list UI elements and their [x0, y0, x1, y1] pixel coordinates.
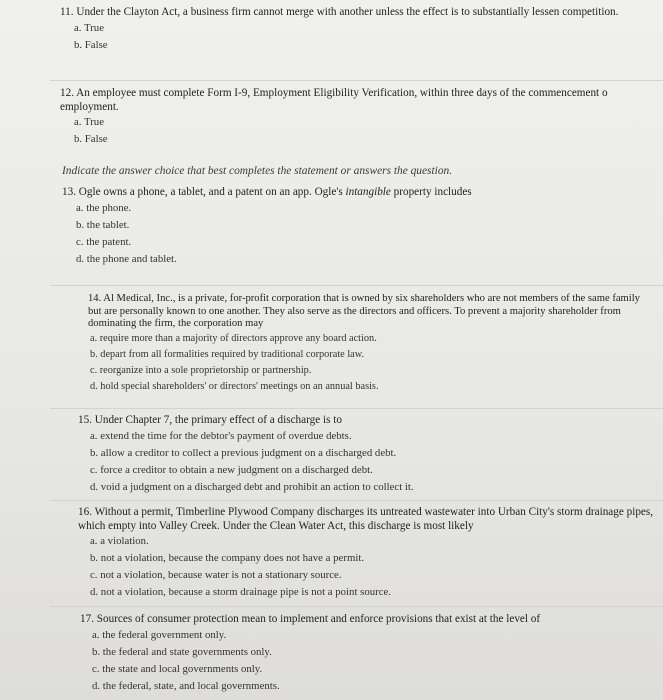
question-stem: 11. Under the Clayton Act, a business firm cannot merge with another unless the effect is to substantially lessen competition.	[60, 6, 619, 18]
answer-option[interactable]: d. void a judgment on a discharged debt and prohibit an action to collect it.	[90, 480, 414, 493]
answer-option[interactable]: d. not a violation, because a storm drainage pipe is not a point source.	[90, 586, 392, 598]
question-16	[78, 506, 658, 601]
question-stem: 13. Ogle owns a phone, a tablet, and a patent on an app. Ogle's intangible property includes	[62, 186, 472, 198]
answer-option[interactable]: b. the tablet.	[76, 218, 130, 231]
question-11	[60, 6, 650, 54]
answer-option[interactable]: d. the federal, state, and local governments.	[92, 679, 280, 692]
question-stem: 15. Under Chapter 7, the primary effect of a discharge is to	[78, 414, 342, 426]
answer-option[interactable]: c. reorganize into a sole proprietorship or partnership.	[90, 364, 312, 376]
answer-option[interactable]: a. the phone.	[76, 201, 132, 214]
answer-option[interactable]: b. False	[74, 38, 108, 51]
answer-option[interactable]: c. the state and local governments only.	[92, 662, 263, 675]
answer-option[interactable]: d. hold special shareholders' or directors' meetings on an annual basis.	[90, 380, 379, 392]
answer-option[interactable]: c. force a creditor to obtain a new judgment on a discharged debt.	[90, 463, 373, 476]
question-stem: 17. Sources of consumer protection mean to implement and enforce provisions that exist at the level of	[80, 613, 541, 625]
answer-option[interactable]: a. a violation.	[90, 535, 149, 547]
question-stem: 14. Al Medical, Inc., is a private, for-profit corporation that is owned by six shareholders who are not members of the same family but are personally known to one another. They also serve as the directors and officers. To prevent a majority shareholder from dominating the firm, the corporation may	[88, 293, 640, 329]
answer-option[interactable]: c. the patent.	[76, 235, 132, 248]
instructions: Indicate the answer choice that best completes the statement or answers the question.	[62, 165, 453, 177]
answer-option[interactable]: c. not a violation, because water is not a stationary source.	[90, 569, 342, 581]
answer-option[interactable]: d. the phone and tablet.	[76, 252, 177, 265]
divider	[50, 606, 663, 607]
answer-option[interactable]: b. allow a creditor to collect a previous judgment on a discharged debt.	[90, 446, 397, 459]
question-13	[62, 186, 652, 268]
answer-option[interactable]: a. require more than a majority of directors approve any board action.	[90, 332, 377, 344]
answer-option[interactable]: a. True	[74, 116, 104, 128]
question-stem: 16. Without a permit, Timberline Plywood Company discharges its untreated wastewater into Urban City's storm drainage pipes, which empty into Valley Creek. Under the Clean Water Act, this discharge is most likely	[78, 506, 654, 532]
question-15	[78, 414, 638, 496]
answer-option[interactable]: a. the federal government only.	[92, 628, 227, 641]
question-14	[88, 293, 648, 395]
question-12	[60, 87, 663, 148]
answer-option[interactable]: b. False	[74, 133, 108, 145]
answer-option[interactable]: a. extend the time for the debtor's payment of overdue debts.	[90, 429, 352, 442]
divider	[50, 500, 663, 501]
answer-option[interactable]: b. the federal and state governments only.	[92, 645, 272, 658]
divider	[50, 80, 663, 81]
answer-option[interactable]: a. True	[74, 21, 104, 34]
divider	[50, 408, 663, 409]
question-17	[80, 613, 640, 695]
question-stem: 12. An employee must complete Form I-9, Employment Eligibility Verification, within three days of the commencement o employment.	[60, 87, 608, 113]
divider	[50, 285, 663, 286]
answer-option[interactable]: b. depart from all formalities required by traditional corporate law.	[90, 348, 365, 360]
answer-option[interactable]: b. not a violation, because the company does not have a permit.	[90, 552, 365, 564]
